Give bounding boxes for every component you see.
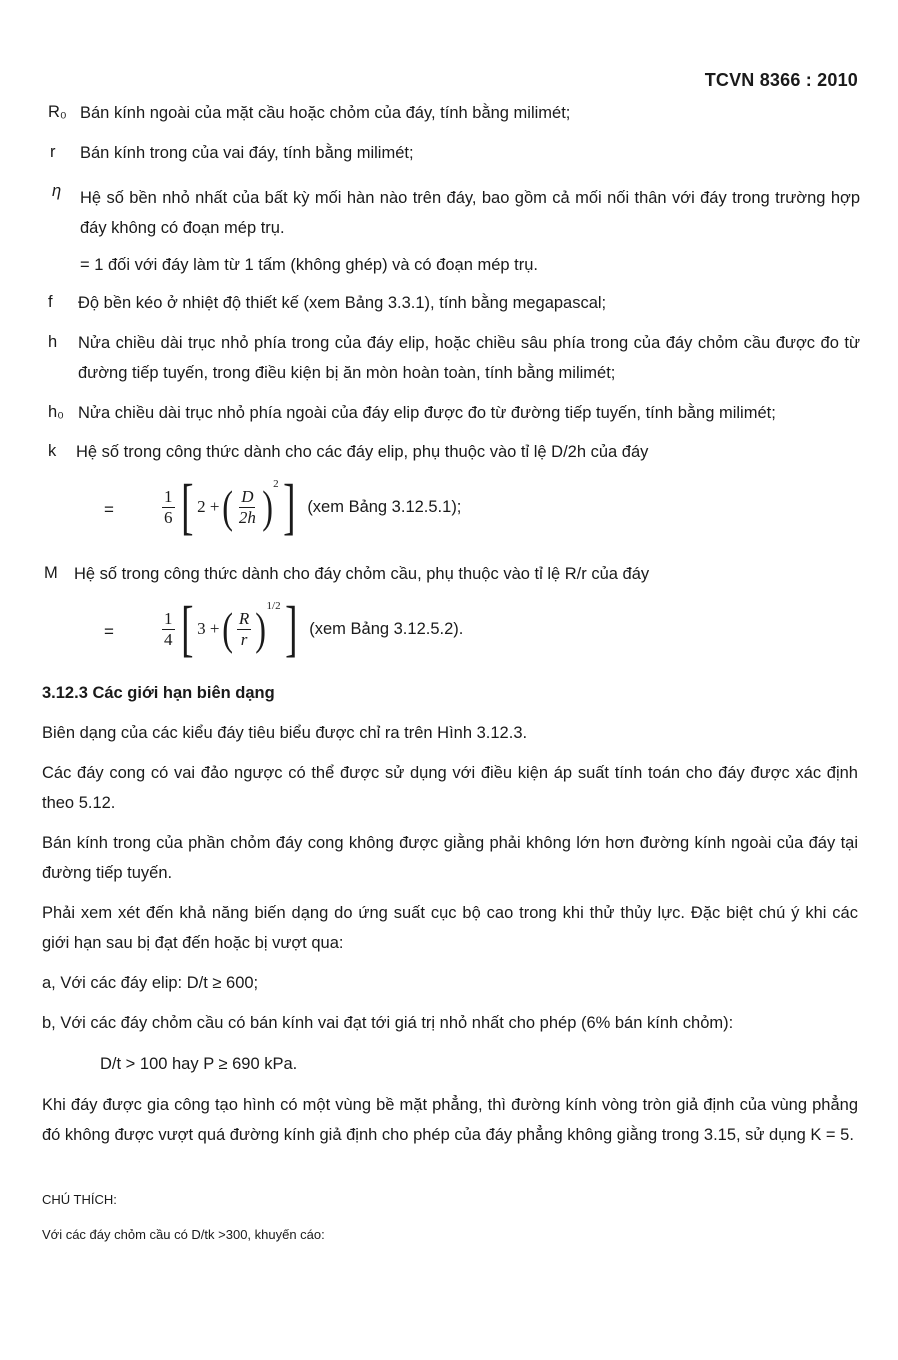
formula-k-right-bracket: ] [282,473,296,541]
definition-symbol-m: M [44,564,58,582]
definition-text-eta: Hệ số bền nhỏ nhất của bất kỳ mối hàn nào trên đáy, bao gồm cả mối nối thân với đáy trong trường hợp đáy không có đoạn mép trụ. [80,189,860,237]
formula-k-frac-den: 6 [164,507,173,527]
section-heading: 3.12.3 Các giới hạn biên dạng [42,684,275,702]
formula-m-reference: (xem Bảng 3.12.5.2). [309,619,464,638]
formula-m-left-bracket: [ [180,595,194,663]
formula-k [160,473,462,541]
formula-k-left-paren: ( [221,481,233,532]
definition-symbol-ro: R₀ [48,103,67,121]
paragraph-inverted-shoulder: Các đáy cong có vai đảo ngược có thể được sử dụng với điều kiện áp suất tính toán cho đáy được xác định theo 5.12. [42,764,858,812]
definition-text-h: Nửa chiều dài trục nhỏ phía trong của đáy elip, hoặc chiều sâu phía trong của đáy chỏm cầu được đo từ đường tiếp tuyến, trong điều kiện bị ăn mòn hoàn toàn, tính bằng milimét; [78,334,860,382]
formula-k-frac-num: 1 [164,486,173,506]
paragraph-flat-area: Khi đáy được gia công tạo hình có một vùng bề mặt phẳng, thì đường kính vòng tròn giả định của vùng phẳng đó không được vượt quá đường kính giả định cho phép của đáy phẳng không giằng trong 3.15, sử dụng K = 5. [42,1096,858,1144]
formula-k-inner-num: D [241,486,254,506]
formula-m-right-bracket: ] [284,595,298,663]
formula-m-equals: = [104,622,114,641]
formula-k-exponent: 2 [273,478,279,490]
definition-text-ro: Bán kính ngoài của mặt cầu hoặc chỏm của đáy, tính bằng milimét; [80,104,571,122]
standard-code-header: TCVN 8366 : 2010 [704,70,858,90]
formula-m-frac-den: 4 [164,629,173,649]
formula-m-inner-num: R [238,608,250,628]
formula-k-right-paren: ) [262,481,273,532]
list-item-b-condition: D/t > 100 hay P ≥ 690 kPa. [100,1055,298,1073]
formula-k-constant: 2 + [197,497,220,516]
formula-k-reference: (xem Bảng 3.12.5.1); [307,497,462,516]
formula-k-fraction [162,487,175,528]
formula-k-equals: = [104,500,114,519]
formula-k-left-bracket: [ [180,473,194,541]
paragraph-crown-radius: Bán kính trong của phần chỏm đáy cong không được giằng phải không lớn hơn đường kính ngoài của đáy tại đường tiếp tuyến. [42,834,858,882]
definition-symbol-ho: h₀ [48,403,65,421]
formula-m-constant: 3 + [197,619,220,638]
definition-symbol-f: f [48,293,53,311]
definition-text-f: Độ bền kéo ở nhiệt độ thiết kế (xem Bảng 3.3.1), tính bằng megapascal; [78,294,607,312]
formula-m-inner-den: r [240,629,248,649]
definition-text-ho: Nửa chiều dài trục nhỏ phía ngoài của đáy elip được đo từ đường tiếp tuyến, tính bằng milimét; [78,404,776,422]
definition-symbol-h: h [48,333,58,351]
definition-text-eta-note: = 1 đối với đáy làm từ 1 tấm (không ghép) và có đoạn mép trụ. [80,256,538,274]
definition-text-m: Hệ số trong công thức dành cho đáy chỏm cầu, phụ thuộc vào tỉ lệ R/r của đáy [74,565,650,583]
note-label: CHÚ THÍCH: [42,1192,117,1207]
formula-m-exponent: 1/2 [266,600,281,612]
formula-k-inner-den: 2h [238,507,256,527]
formula-m-right-paren: ) [255,603,267,654]
formula-m [160,595,464,663]
paragraph-deformation: Phải xem xét đến khả năng biến dạng do ứng suất cục bộ cao trong khi thử thủy lực. Đặc biệt chú ý khi các giới hạn sau bị đạt đến hoặc bị vượt qua: [42,904,858,952]
definition-symbol-r: r [50,143,56,161]
list-item-b: b, Với các đáy chỏm cầu có bán kính vai đạt tới giá trị nhỏ nhất cho phép (6% bán kính chỏm): [42,1014,734,1032]
definition-text-r: Bán kính trong của vai đáy, tính bằng milimét; [80,144,414,162]
formula-m-fraction [162,609,175,650]
definition-symbol-eta: η [52,182,62,200]
formula-m-left-paren: ( [221,603,233,654]
paragraph-profiles: Biên dạng của các kiểu đáy tiêu biểu được chỉ ra trên Hình 3.12.3. [42,724,528,742]
formula-m-frac-num: 1 [164,608,173,628]
note-text: Với các đáy chỏm cầu có D/tk >300, khuyến cáo: [42,1227,325,1242]
formula-m-inner-fraction [237,609,251,650]
definition-symbol-k: k [48,442,57,460]
definition-text-k: Hệ số trong công thức dành cho các đáy elip, phụ thuộc vào tỉ lệ D/2h của đáy [76,443,649,461]
formula-k-inner-fraction [237,487,258,528]
list-item-a: a, Với các đáy elip: D/t ≥ 600; [42,974,259,992]
